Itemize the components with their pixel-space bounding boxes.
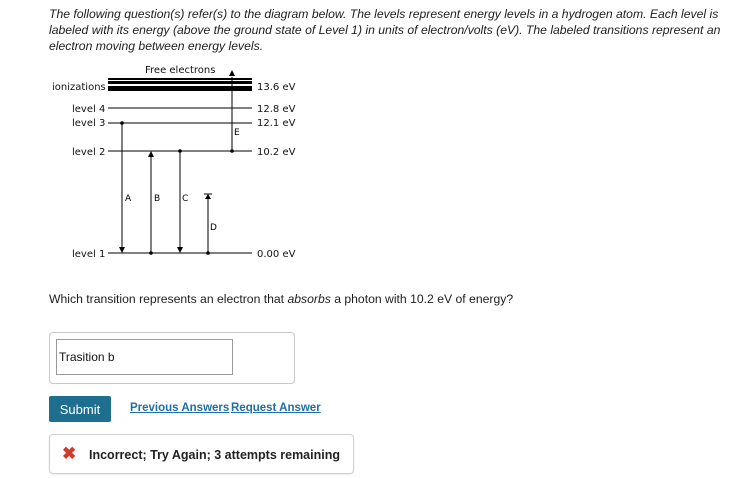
ionization-band — [108, 78, 252, 80]
transition-b-arrowhead — [148, 151, 154, 157]
question-emphasis: absorbs — [287, 292, 331, 306]
level-2-energy: 10.2 eV — [257, 147, 296, 158]
transition-d-arrowhead — [205, 194, 211, 199]
feedback-box — [49, 434, 354, 474]
previous-answers-link[interactable]: Previous Answers — [130, 402, 230, 414]
transition-d-start — [206, 251, 210, 255]
level-4-label: level 4 — [72, 104, 106, 115]
transition-a-start — [120, 121, 124, 125]
level-1-energy: 0.00 eV — [257, 249, 296, 260]
ionization-band — [108, 86, 252, 91]
question-suffix: a photon with 10.2 eV of energy? — [330, 292, 514, 306]
transition-e-label: E — [234, 128, 240, 138]
level-1-label: level 1 — [72, 249, 106, 260]
ionization-band — [108, 81, 252, 84]
question-prefix: Which transition represents an electron that — [49, 292, 288, 306]
level-3-energy: 12.1 eV — [257, 118, 296, 129]
transition-b-start — [149, 251, 153, 255]
transition-b-label: B — [154, 194, 161, 204]
request-answer-link[interactable]: Request Answer — [231, 402, 321, 414]
question-text — [49, 292, 513, 306]
transition-a-label: A — [125, 194, 132, 204]
transition-a-arrowhead — [119, 247, 125, 253]
feedback-text: Incorrect; Try Again; 3 attempts remaining — [89, 448, 340, 462]
transition-c-start — [178, 149, 182, 153]
level-3-label: level 3 — [72, 118, 106, 129]
transition-e-start — [230, 149, 234, 153]
incorrect-icon: ✖ — [62, 444, 77, 463]
answer-input[interactable] — [56, 339, 233, 375]
submit-button[interactable]: Submit — [49, 396, 111, 422]
answer-container — [49, 332, 295, 384]
free-electrons-label: Free electrons — [145, 65, 216, 76]
level-2-label: level 2 — [72, 147, 106, 158]
ionization-label: ionizations — [52, 82, 106, 93]
level-4-energy: 12.8 eV — [257, 104, 296, 115]
transition-c-arrowhead — [177, 247, 183, 253]
intro-text: The following question(s) refer(s) to the diagram below. The levels represent energy levels in a hydrogen atom. Each level is labeled with its energy (above the ground state of Level 1) in units of electron/volts (eV). The labeled transitions represent an electron moving between energy levels. — [49, 7, 721, 53]
transition-e-arrowhead — [229, 70, 235, 76]
transition-c-label: C — [182, 194, 189, 204]
ionization-energy: 13.6 eV — [257, 82, 296, 93]
transition-d-label: D — [210, 223, 217, 233]
